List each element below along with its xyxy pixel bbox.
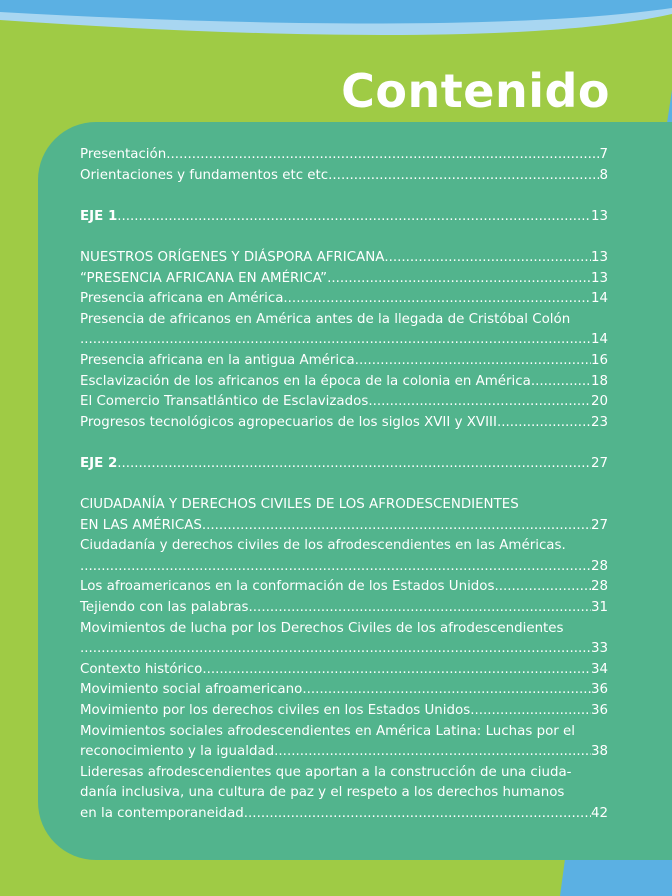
toc-label: Presencia africana en la antigua América — [80, 352, 355, 368]
toc-entry-presentacion[interactable] — [80, 145, 608, 166]
toc-label: Esclavización de los africanos en la época de la colonia en América — [80, 373, 531, 389]
toc-label: Contexto histórico — [80, 661, 203, 677]
toc-leader — [470, 701, 591, 722]
toc-page: 14 — [590, 332, 608, 348]
toc-label: en la contemporaneidad — [80, 806, 244, 821]
page-title: Contenido — [341, 64, 610, 118]
toc-label: Tejiendo con las palabras — [80, 600, 249, 616]
toc-leader — [117, 454, 591, 475]
toc-page: 8 — [599, 167, 608, 183]
toc-page: 16 — [590, 352, 608, 368]
toc-page: 31 — [590, 600, 608, 616]
toc-entry-derechos-eeuu[interactable] — [80, 701, 608, 722]
toc-entry-colon-page[interactable] — [80, 330, 608, 351]
toc-page: 27 — [590, 455, 608, 471]
toc-entry-orientaciones[interactable] — [80, 166, 608, 187]
toc-leader — [80, 639, 591, 660]
toc-entry-colon-title[interactable]: Presencia de africanos en América antes de la llegada de Cristóbal Colón — [80, 311, 571, 327]
toc-entry-eje2[interactable] — [80, 454, 608, 475]
toc-leader — [80, 330, 591, 351]
toc-leader — [384, 248, 591, 269]
toc-page: 13 — [590, 270, 608, 286]
toc-page: 36 — [590, 703, 608, 719]
toc-entry-ciudadania-americas-title[interactable]: Ciudadanía y derechos civiles de los afrodescendientes en las Américas. — [80, 538, 566, 554]
toc-leader — [283, 289, 591, 310]
toc-page: 33 — [590, 641, 608, 657]
toc-entry-ciudadania-americas-page[interactable] — [80, 557, 608, 578]
table-of-contents — [80, 145, 608, 825]
toc-page: 42 — [590, 806, 608, 821]
toc-label: Progresos tecnológicos agropecuarios de los siglos XVII y XVIII — [80, 414, 497, 430]
toc-label: El Comercio Transatlántico de Esclavizados — [80, 394, 369, 410]
toc-page: 34 — [590, 661, 608, 677]
toc-entry-afroamericanos[interactable] — [80, 577, 608, 598]
toc-leader — [368, 392, 591, 413]
toc-leader — [355, 351, 591, 372]
toc-label: Presencia africana en América — [80, 291, 284, 307]
toc-label: reconocimiento y la igualdad — [80, 744, 275, 760]
toc-entry-lideresas-line1[interactable]: Lideresas afrodescendientes que aportan a la construcción de una ciuda- — [80, 764, 572, 780]
toc-entry-latina-line1[interactable]: Movimientos sociales afrodescendientes en América Latina: Luchas por el — [80, 723, 575, 739]
toc-label: EJE 1 — [80, 208, 118, 224]
toc-entry-antigua[interactable] — [80, 351, 608, 372]
toc-label: Presentación — [80, 147, 167, 162]
toc-entry-esclavizacion[interactable] — [80, 372, 608, 393]
toc-leader — [117, 207, 591, 228]
toc-page: 27 — [590, 517, 608, 533]
toc-entry-origenes[interactable] — [80, 248, 608, 269]
toc-entry-social[interactable] — [80, 680, 608, 701]
toc-entry-comercio[interactable] — [80, 392, 608, 413]
toc-entry-movimientos-lucha-page[interactable] — [80, 639, 608, 660]
toc-page: 36 — [590, 682, 608, 698]
toc-leader — [202, 516, 591, 537]
toc-page: 13 — [590, 249, 608, 265]
toc-entry-ciudadania-line2[interactable] — [80, 516, 608, 537]
toc-label: EJE 2 — [80, 455, 118, 471]
toc-label: Los afroamericanos en la conformación de los Estados Unidos. — [80, 579, 499, 595]
toc-leader — [80, 557, 591, 578]
toc-entry-progresos[interactable] — [80, 413, 608, 434]
toc-leader — [244, 804, 591, 825]
toc-page: 18 — [590, 373, 608, 389]
toc-label: Movimiento social afroamericano — [80, 682, 303, 698]
toc-leader — [497, 413, 591, 434]
toc-label: Movimiento por los derechos civiles en los Estados Unidos — [80, 703, 471, 719]
toc-entry-movimientos-lucha-title[interactable]: Movimientos de lucha por los Derechos Civiles de los afrodescendientes — [80, 620, 564, 636]
toc-page: 38 — [590, 744, 608, 760]
toc-page: 23 — [590, 414, 608, 430]
toc-label: “PRESENCIA AFRICANA EN AMÉRICA” — [80, 270, 328, 286]
toc-entry-ciudadania-line1[interactable]: CIUDADANÍA Y DERECHOS CIVILES DE LOS AFRODESCENDIENTES — [80, 497, 519, 513]
toc-page: 14 — [590, 291, 608, 307]
toc-leader — [166, 145, 599, 166]
toc-label: NUESTROS ORÍGENES Y DIÁSPORA AFRICANA — [80, 249, 385, 265]
toc-page: 28 — [590, 579, 608, 595]
toc-leader — [328, 166, 599, 187]
toc-page: 20 — [590, 394, 608, 410]
toc-leader — [274, 742, 591, 763]
toc-entry-lideresas-line2[interactable]: danía inclusiva, una cultura de paz y el respeto a los derechos humanos — [80, 785, 565, 801]
toc-leader — [302, 680, 591, 701]
toc-entry-contexto[interactable] — [80, 660, 608, 681]
toc-entry-presencia-mayus[interactable] — [80, 269, 608, 290]
toc-page: 28 — [590, 558, 608, 574]
toc-entry-lideresas-line3[interactable] — [80, 804, 608, 825]
toc-page: 13 — [590, 208, 608, 224]
toc-entry-eje1[interactable] — [80, 207, 608, 228]
toc-leader — [202, 660, 591, 681]
toc-entry-presencia[interactable] — [80, 289, 608, 310]
toc-entry-latina-line2[interactable] — [80, 742, 608, 763]
toc-leader — [327, 269, 591, 290]
toc-leader — [499, 577, 591, 598]
toc-leader — [531, 372, 591, 393]
toc-label: EN LAS AMÉRICAS — [80, 517, 202, 533]
toc-page: 7 — [599, 147, 608, 162]
toc-entry-tejiendo[interactable] — [80, 598, 608, 619]
toc-label: Orientaciones y fundamentos etc etc — [80, 167, 329, 183]
toc-leader — [249, 598, 591, 619]
